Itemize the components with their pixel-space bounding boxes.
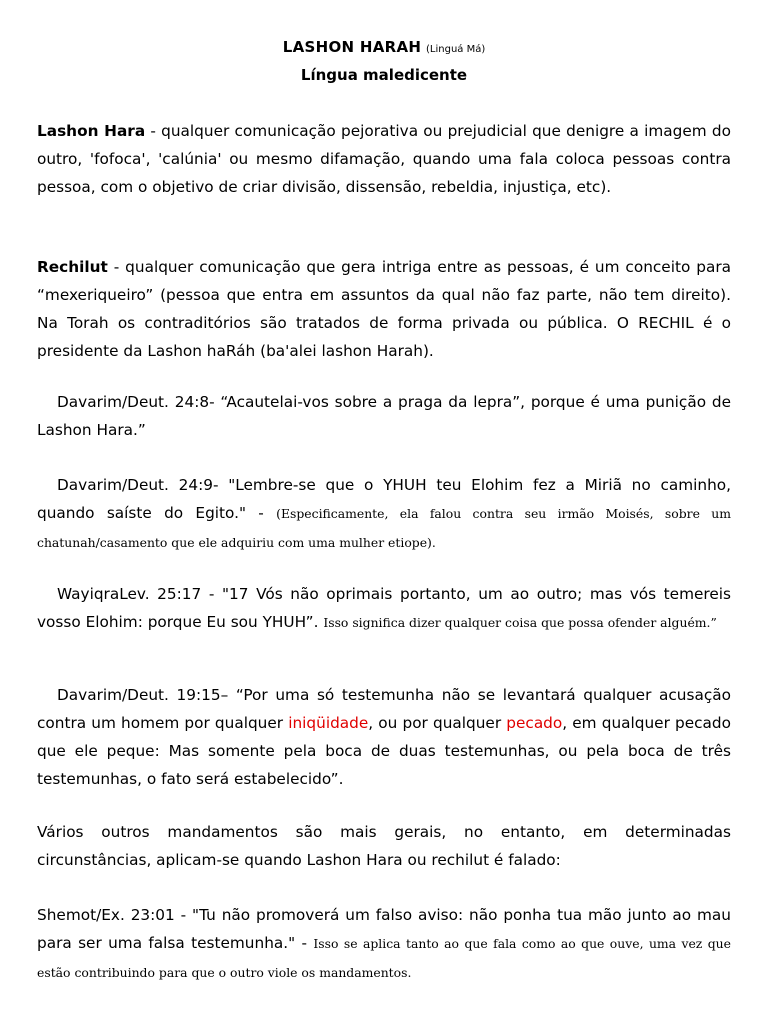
document-subtitle: Língua maledicente [300,66,468,84]
verse-deut-19-15-part3: , em qualquer pecado que ele peque: Mas somente pela boca de duas testemunhas, ou pela boca de três testemunhas, o fato será estabelecido”. [37,714,731,788]
highlight-pecado: pecado [506,714,563,732]
highlight-iniquidade: iniqüidade [288,714,369,732]
paragraph-ex-23-1 [37,901,731,987]
definition-lashon-hara: - qualquer comunicação pejorativa ou prejudicial que denigre a imagem do outro, 'fofoca', 'calúnia' ou mesmo difamação, quando uma fala coloca pessoas contra pessoa, com o objetivo de criar divisão, dissensão, rebeldia, injustiça, etc). [37,122,731,196]
document-page [37,32,731,980]
verse-deut-24-8: Davarim/Deut. 24:8- “Acautelai-vos sobre a praga da lepra”, porque é uma punição de Lashon Hara.” [37,393,731,439]
paragraph-deut-19-15 [37,681,731,793]
paragraph-varios [37,818,731,874]
verse-lev-25-17: WayiqraLev. 25:17 - "17 Vós não oprimais portanto, um ao outro; mas vós temereis vosso Elohim: porque Eu sou YHUH”. [37,585,731,631]
paragraph-lashon-hara [37,117,731,201]
title-text: LASHON HARAH [282,38,422,56]
note-lev-25-17: Isso significa dizer qualquer coisa que possa ofender alguém.” [323,615,717,630]
text-varios: Vários outros mandamentos são mais gerais, no entanto, em determinadas circunstâncias, aplicam-se quando Lashon Hara ou rechilut é falado: [37,823,731,869]
definition-rechilut: - qualquer comunicação que gera intriga entre as pessoas, é um conceito para “mexeriqueiro” (pessoa que entra em assuntos da qual não faz parte, não tem direito). Na Torah os contraditórios são tratados de forma privada ou pública. O RECHIL é o presidente da Lashon haRáh (ba'alei lashon Harah). [37,258,731,360]
paragraph-deut-24-8 [37,388,731,444]
verse-deut-19-15-part2: , ou por qualquer [368,714,507,732]
verse-deut-19-15-part1: Davarim/Deut. 19:15– “Por uma só testemunha não se levantará qualquer acusação contra um homem por qualquer [37,686,731,732]
term-lashon-hara: Lashon Hara [37,122,146,140]
paragraph-deut-24-9 [37,471,731,557]
paragraph-lev-25-17 [37,580,731,637]
term-rechilut: Rechilut [37,258,108,276]
paragraph-rechilut [37,253,731,365]
note-ex-23-1: Isso se aplica tanto ao que fala como ao que ouve, uma vez que estão contribuindo para que o outro viole os mandamentos. [37,936,731,980]
verse-ex-23-1: Shemot/Ex. 23:01 - "Tu não promoverá um falso aviso: não ponha tua mão junto ao mau para ser uma falsa testemunha." - [37,906,731,952]
verse-deut-24-9: Davarim/Deut. 24:9- "Lembre-se que o YHUH teu Elohim fez a Miriã no caminho, quando saíste do Egito." - [37,476,731,522]
note-deut-24-9: (Especificamente, ela falou contra seu irmão Moisés, sobre um chatunah/casamento que ele adquiriu com uma mulher etiope). [37,506,731,550]
title-note: (Linguá Má) [426,44,486,55]
document-title [37,32,731,62]
